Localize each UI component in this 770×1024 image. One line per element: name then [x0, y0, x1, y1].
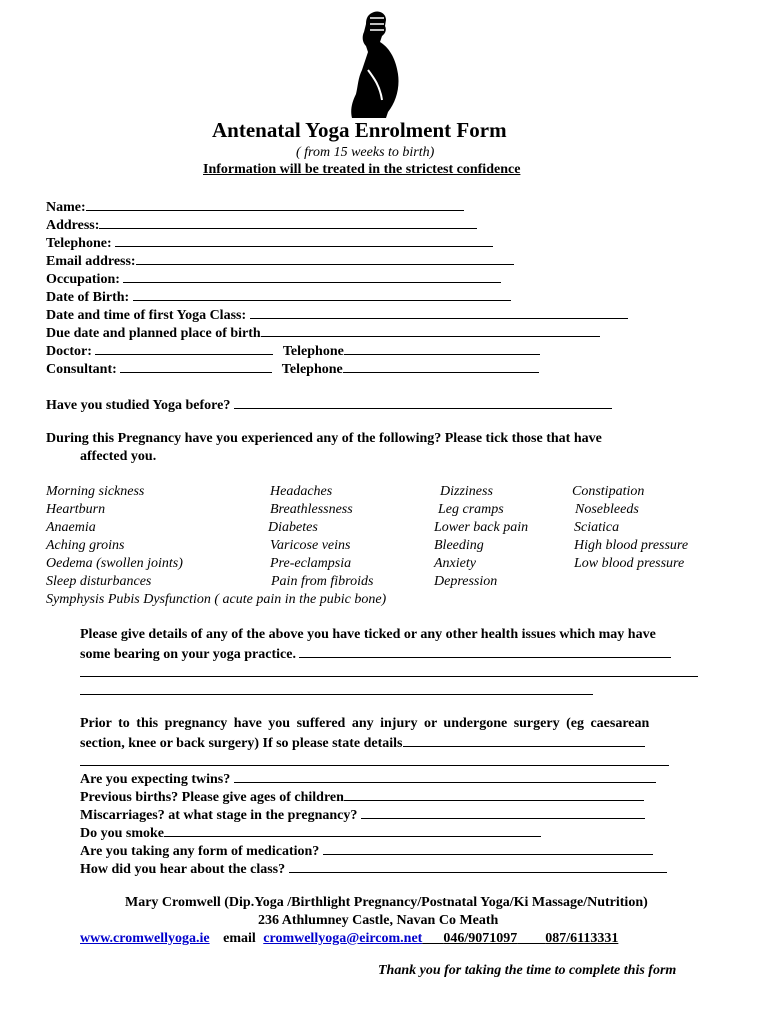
- name-label: Name:: [46, 200, 86, 215]
- condition-diabetes[interactable]: Diabetes: [268, 520, 318, 535]
- condition-sleep-disturbances[interactable]: Sleep disturbances: [46, 574, 152, 589]
- first-class-label: Date and time of first Yoga Class:: [46, 308, 247, 323]
- details-extra-line-2[interactable]: [80, 682, 593, 695]
- condition-anxiety[interactable]: Anxiety: [434, 556, 476, 571]
- address-label: Address:: [46, 218, 100, 233]
- condition-heartburn[interactable]: Heartburn: [46, 502, 106, 517]
- condition-varicose-veins[interactable]: Varicose veins: [270, 538, 351, 553]
- form-title: Antenatal Yoga Enrolment Form: [212, 118, 507, 142]
- name-row: [46, 198, 464, 216]
- email-link[interactable]: cromwellyoga@eircom.net: [263, 931, 423, 946]
- dob-field[interactable]: [133, 288, 511, 301]
- surgery-line1: Prior to this pregnancy have you suffered any injury or undergone surgery (eg caesarean: [80, 716, 650, 731]
- condition-morning-sickness[interactable]: Morning sickness: [46, 484, 145, 499]
- dob-label: Date of Birth:: [46, 290, 130, 305]
- condition-nosebleeds[interactable]: Nosebleeds: [575, 502, 639, 517]
- twins-field[interactable]: [234, 770, 656, 783]
- doctor-field[interactable]: [95, 342, 273, 355]
- births-row: [80, 788, 644, 806]
- medication-field[interactable]: [323, 842, 653, 855]
- condition-headaches[interactable]: Headaches: [270, 484, 333, 499]
- first-class-row: [46, 306, 628, 324]
- instructor-name: Mary Cromwell (Dip.Yoga /Birthlight Pregnancy/Postnatal Yoga/Ki Massage/Nutrition): [125, 895, 648, 910]
- details-line2-row: [80, 645, 671, 663]
- address-row: [46, 216, 477, 234]
- miscarriages-label: Miscarriages? at what stage in the pregnancy?: [80, 808, 358, 823]
- telephone-field[interactable]: [115, 234, 493, 247]
- consultant-telephone-field[interactable]: [343, 360, 539, 373]
- condition-bleeding[interactable]: Bleeding: [434, 538, 484, 553]
- surgery-field[interactable]: [403, 734, 645, 747]
- twins-row: [80, 770, 656, 788]
- condition-anaemia[interactable]: Anaemia: [46, 520, 96, 535]
- condition-dizziness[interactable]: Dizziness: [440, 484, 493, 499]
- instructor-address: 236 Athlumney Castle, Navan Co Meath: [258, 913, 499, 928]
- first-class-field[interactable]: [250, 306, 628, 319]
- condition-high-blood-pressure[interactable]: High blood pressure: [574, 538, 689, 553]
- surgery-line2-row: [80, 734, 645, 752]
- subtitle: ( from 15 weeks to birth): [296, 145, 435, 160]
- pregnancy-question-line1: During this Pregnancy have you experienced any of the following? Please tick those that have: [46, 431, 602, 446]
- dob-row: [46, 288, 511, 306]
- condition-constipation[interactable]: Constipation: [572, 484, 645, 499]
- due-date-row: [46, 324, 600, 342]
- condition-oedema[interactable]: Oedema (swollen joints): [46, 556, 183, 571]
- consultant-row: [46, 360, 539, 378]
- thank-you-note: Thank you for taking the time to complete this form: [378, 963, 677, 978]
- email-label: Email address:: [46, 254, 136, 269]
- phone-1: 046/9071097: [443, 931, 518, 946]
- occupation-field[interactable]: [123, 270, 501, 283]
- consultant-field[interactable]: [120, 360, 272, 373]
- phone-2: 087/6113331: [545, 931, 619, 946]
- consultant-label: Consultant:: [46, 362, 117, 377]
- details-extra-line-1[interactable]: [80, 664, 698, 677]
- condition-breathlessness[interactable]: Breathlessness: [270, 502, 353, 517]
- consultant-telephone-label: Telephone: [281, 362, 343, 377]
- condition-leg-cramps[interactable]: Leg cramps: [438, 502, 504, 517]
- condition-depression[interactable]: Depression: [434, 574, 498, 589]
- condition-pre-eclampsia[interactable]: Pre-eclampsia: [270, 556, 352, 571]
- email-row: [46, 252, 514, 270]
- email-label-footer: email: [223, 931, 256, 946]
- occupation-label: Occupation:: [46, 272, 120, 287]
- email-field[interactable]: [136, 252, 514, 265]
- births-field[interactable]: [344, 788, 644, 801]
- surgery-line2: section, knee or back surgery) If so please state details: [80, 736, 403, 751]
- due-date-field[interactable]: [261, 324, 600, 337]
- due-date-label: Due date and planned place of birth: [46, 326, 261, 341]
- smoke-row: [80, 824, 541, 842]
- pregnancy-question-line2: affected you.: [80, 449, 157, 464]
- yoga-before-label: Have you studied Yoga before?: [46, 398, 231, 413]
- confidentiality-note: Information will be treated in the strictest confidence: [203, 162, 521, 177]
- surgery-extra-line[interactable]: [80, 753, 669, 766]
- yoga-before-row: [46, 396, 612, 414]
- hear-row: [80, 860, 667, 878]
- occupation-row: [46, 270, 501, 288]
- condition-low-blood-pressure[interactable]: Low blood pressure: [574, 556, 685, 571]
- condition-aching-groins[interactable]: Aching groins: [46, 538, 125, 553]
- doctor-telephone-field[interactable]: [344, 342, 540, 355]
- doctor-row: [46, 342, 540, 360]
- condition-lower-back-pain[interactable]: Lower back pain: [434, 520, 529, 535]
- telephone-label: Telephone:: [46, 236, 112, 251]
- details-field[interactable]: [299, 645, 671, 658]
- twins-label: Are you expecting twins?: [80, 772, 231, 787]
- smoke-label: Do you smoke: [80, 826, 165, 841]
- details-line2: some bearing on your yoga practice.: [80, 647, 296, 662]
- condition-spd[interactable]: Symphysis Pubis Dysfunction ( acute pain in the pubic bone): [46, 592, 387, 607]
- medication-row: [80, 842, 653, 860]
- yoga-logo: [340, 8, 406, 120]
- doctor-telephone-label: Telephone: [282, 344, 344, 359]
- address-field[interactable]: [99, 216, 477, 229]
- hear-label: How did you hear about the class?: [80, 862, 286, 877]
- website-link[interactable]: www.cromwellyoga.ie: [80, 931, 210, 946]
- medication-label: Are you taking any form of medication?: [80, 844, 320, 859]
- details-line1: Please give details of any of the above you have ticked or any other health issues which may have: [80, 627, 656, 642]
- smoke-field[interactable]: [164, 824, 541, 837]
- hear-field[interactable]: [289, 860, 667, 873]
- name-field[interactable]: [86, 198, 464, 211]
- condition-sciatica[interactable]: Sciatica: [574, 520, 620, 535]
- contact-row: [80, 931, 618, 947]
- telephone-row: [46, 234, 493, 252]
- births-label: Previous births? Please give ages of children: [80, 790, 344, 805]
- miscarriages-row: [80, 806, 645, 824]
- condition-pain-from-fibroids[interactable]: Pain from fibroids: [271, 574, 374, 589]
- miscarriages-field[interactable]: [361, 806, 645, 819]
- doctor-label: Doctor:: [46, 344, 92, 359]
- yoga-before-field[interactable]: [234, 396, 612, 409]
